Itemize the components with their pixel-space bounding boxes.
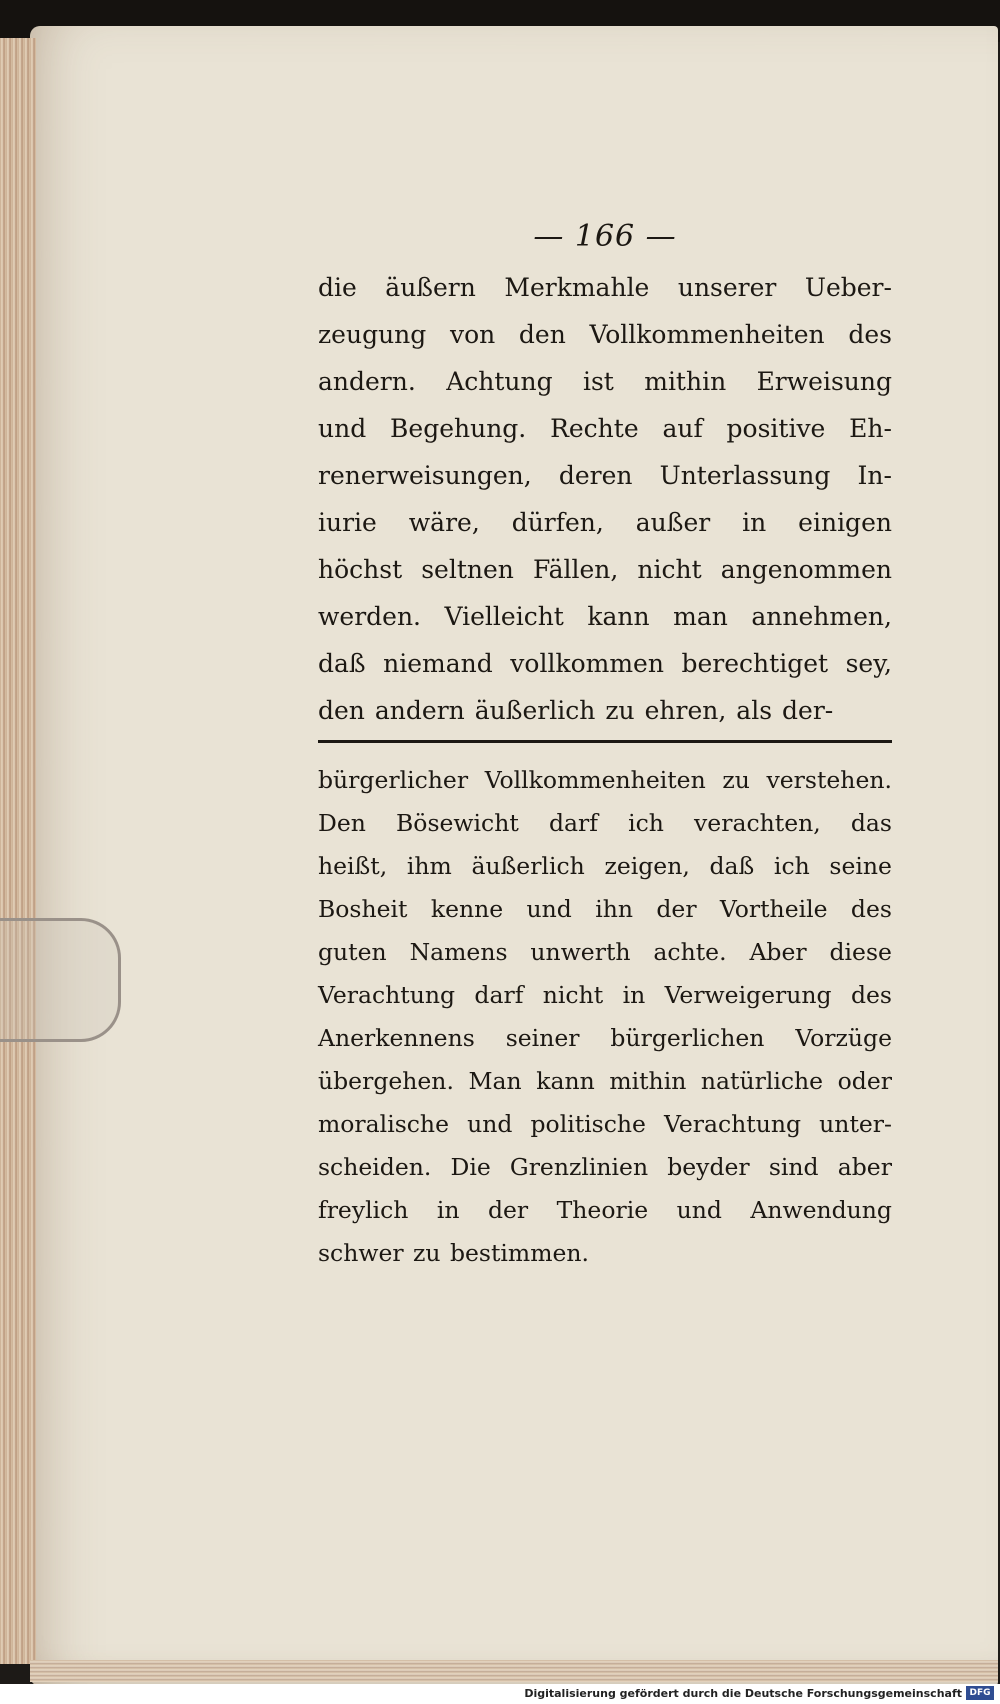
footnote-text — [318, 759, 892, 1275]
page-edges — [0, 38, 36, 1664]
footnote-line: übergehen. Man kann mithin natürliche oder — [318, 1067, 892, 1095]
text-line: daß niemand vollkommen berechtiget sey, — [318, 649, 892, 678]
text-line: den andern äußerlich zu ehren, als der- — [318, 696, 834, 725]
footnote-line: moralische und politische Verachtung unter- — [318, 1110, 892, 1138]
main-text — [318, 264, 892, 734]
text-block — [318, 210, 892, 1275]
text-line: die äußern Merkmahle unserer Ueber- — [318, 273, 892, 302]
footnote-line: Bosheit kenne und ihn der Vortheile des — [318, 895, 892, 923]
bookmark-ribbon — [0, 918, 121, 1042]
text-line: renerweisungen, deren Unterlassung In- — [318, 461, 892, 490]
footnote-rule — [318, 740, 892, 743]
footnote-line: heißt, ihm äußerlich zeigen, daß ich seine — [318, 852, 892, 880]
footnote-line: Anerkennens seiner bürgerlichen Vorzüge — [318, 1024, 892, 1052]
footnote-line: bürgerlicher Vollkommenheiten zu verstehen. — [318, 766, 892, 794]
page-number: — 166 — — [533, 219, 677, 254]
footnote-line: Verachtung darf nicht in Verweigerung des — [318, 981, 892, 1009]
text-line: iurie wäre, dürfen, außer in einigen — [318, 508, 892, 537]
footnote-line: freylich in der Theorie und Anwendung — [318, 1196, 892, 1224]
text-line: andern. Achtung ist mithin Erweisung — [318, 367, 892, 396]
text-line: zeugung von den Vollkommenheiten des — [318, 320, 892, 349]
text-line: höchst seltnen Fällen, nicht angenommen — [318, 555, 892, 584]
footnote-line: guten Namens unwerth achte. Aber diese — [318, 938, 892, 966]
text-line: werden. Vielleicht kann man annehmen, — [318, 602, 892, 631]
footnote-line: scheiden. Die Grenzlinien beyder sind aber — [318, 1153, 892, 1181]
page-edges-bottom — [30, 1660, 998, 1682]
digitization-credit: Digitalisierung gefördert durch die Deutsche Forschungsgemeinschaft — [524, 1687, 962, 1700]
text-line: und Begehung. Rechte auf positive Eh- — [318, 414, 892, 443]
footnote-line: Den Bösewicht darf ich verachten, das — [318, 809, 892, 837]
dfg-logo: DFG — [966, 1686, 994, 1700]
footnote-line: schwer zu bestimmen. — [318, 1239, 589, 1267]
